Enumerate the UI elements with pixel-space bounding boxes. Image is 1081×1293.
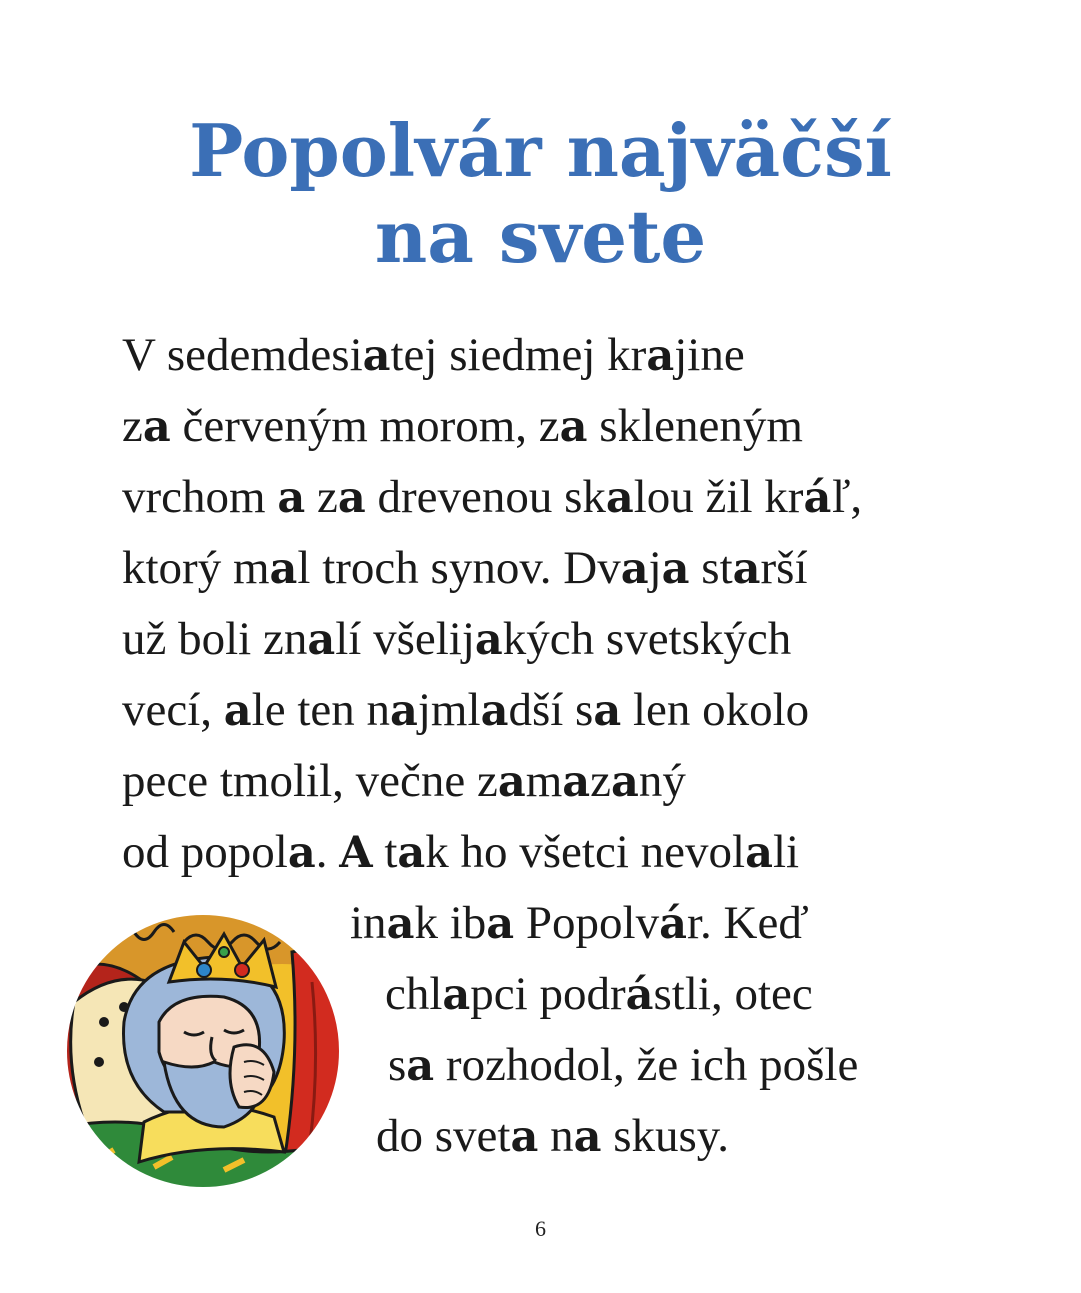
story-line: pece tmolil, večne zamazaný — [122, 755, 686, 807]
page-number: 6 — [535, 1216, 546, 1241]
story-line: inak iba Popolvár. Keď — [350, 897, 809, 949]
story-line: vecí, ale ten najmladší sa len okolo — [122, 684, 810, 736]
title-line-1: Popolvár najväčší — [189, 108, 892, 193]
story-line: chlapci podrástli, otec — [385, 968, 813, 1020]
story-line: za červeným morom, za skleneným — [122, 400, 803, 452]
title-line-2: na svete — [374, 194, 707, 279]
story-line: vrchom a za drevenou skalou žil kráľ, — [122, 471, 863, 523]
story-line: sa rozhodol, že ich pošle — [388, 1039, 859, 1091]
story-line: od popola. A tak ho všetci nevolali — [122, 826, 800, 878]
story-line: V sedemdesiatej siedmej krajine — [122, 329, 745, 381]
story-line: do sveta na skusy. — [376, 1110, 729, 1162]
sleeping-king-illustration — [64, 912, 342, 1190]
story-line: ktorý mal troch synov. Dvaja starší — [122, 542, 808, 594]
story-line: už boli znalí všelijakých svetských — [122, 613, 792, 665]
